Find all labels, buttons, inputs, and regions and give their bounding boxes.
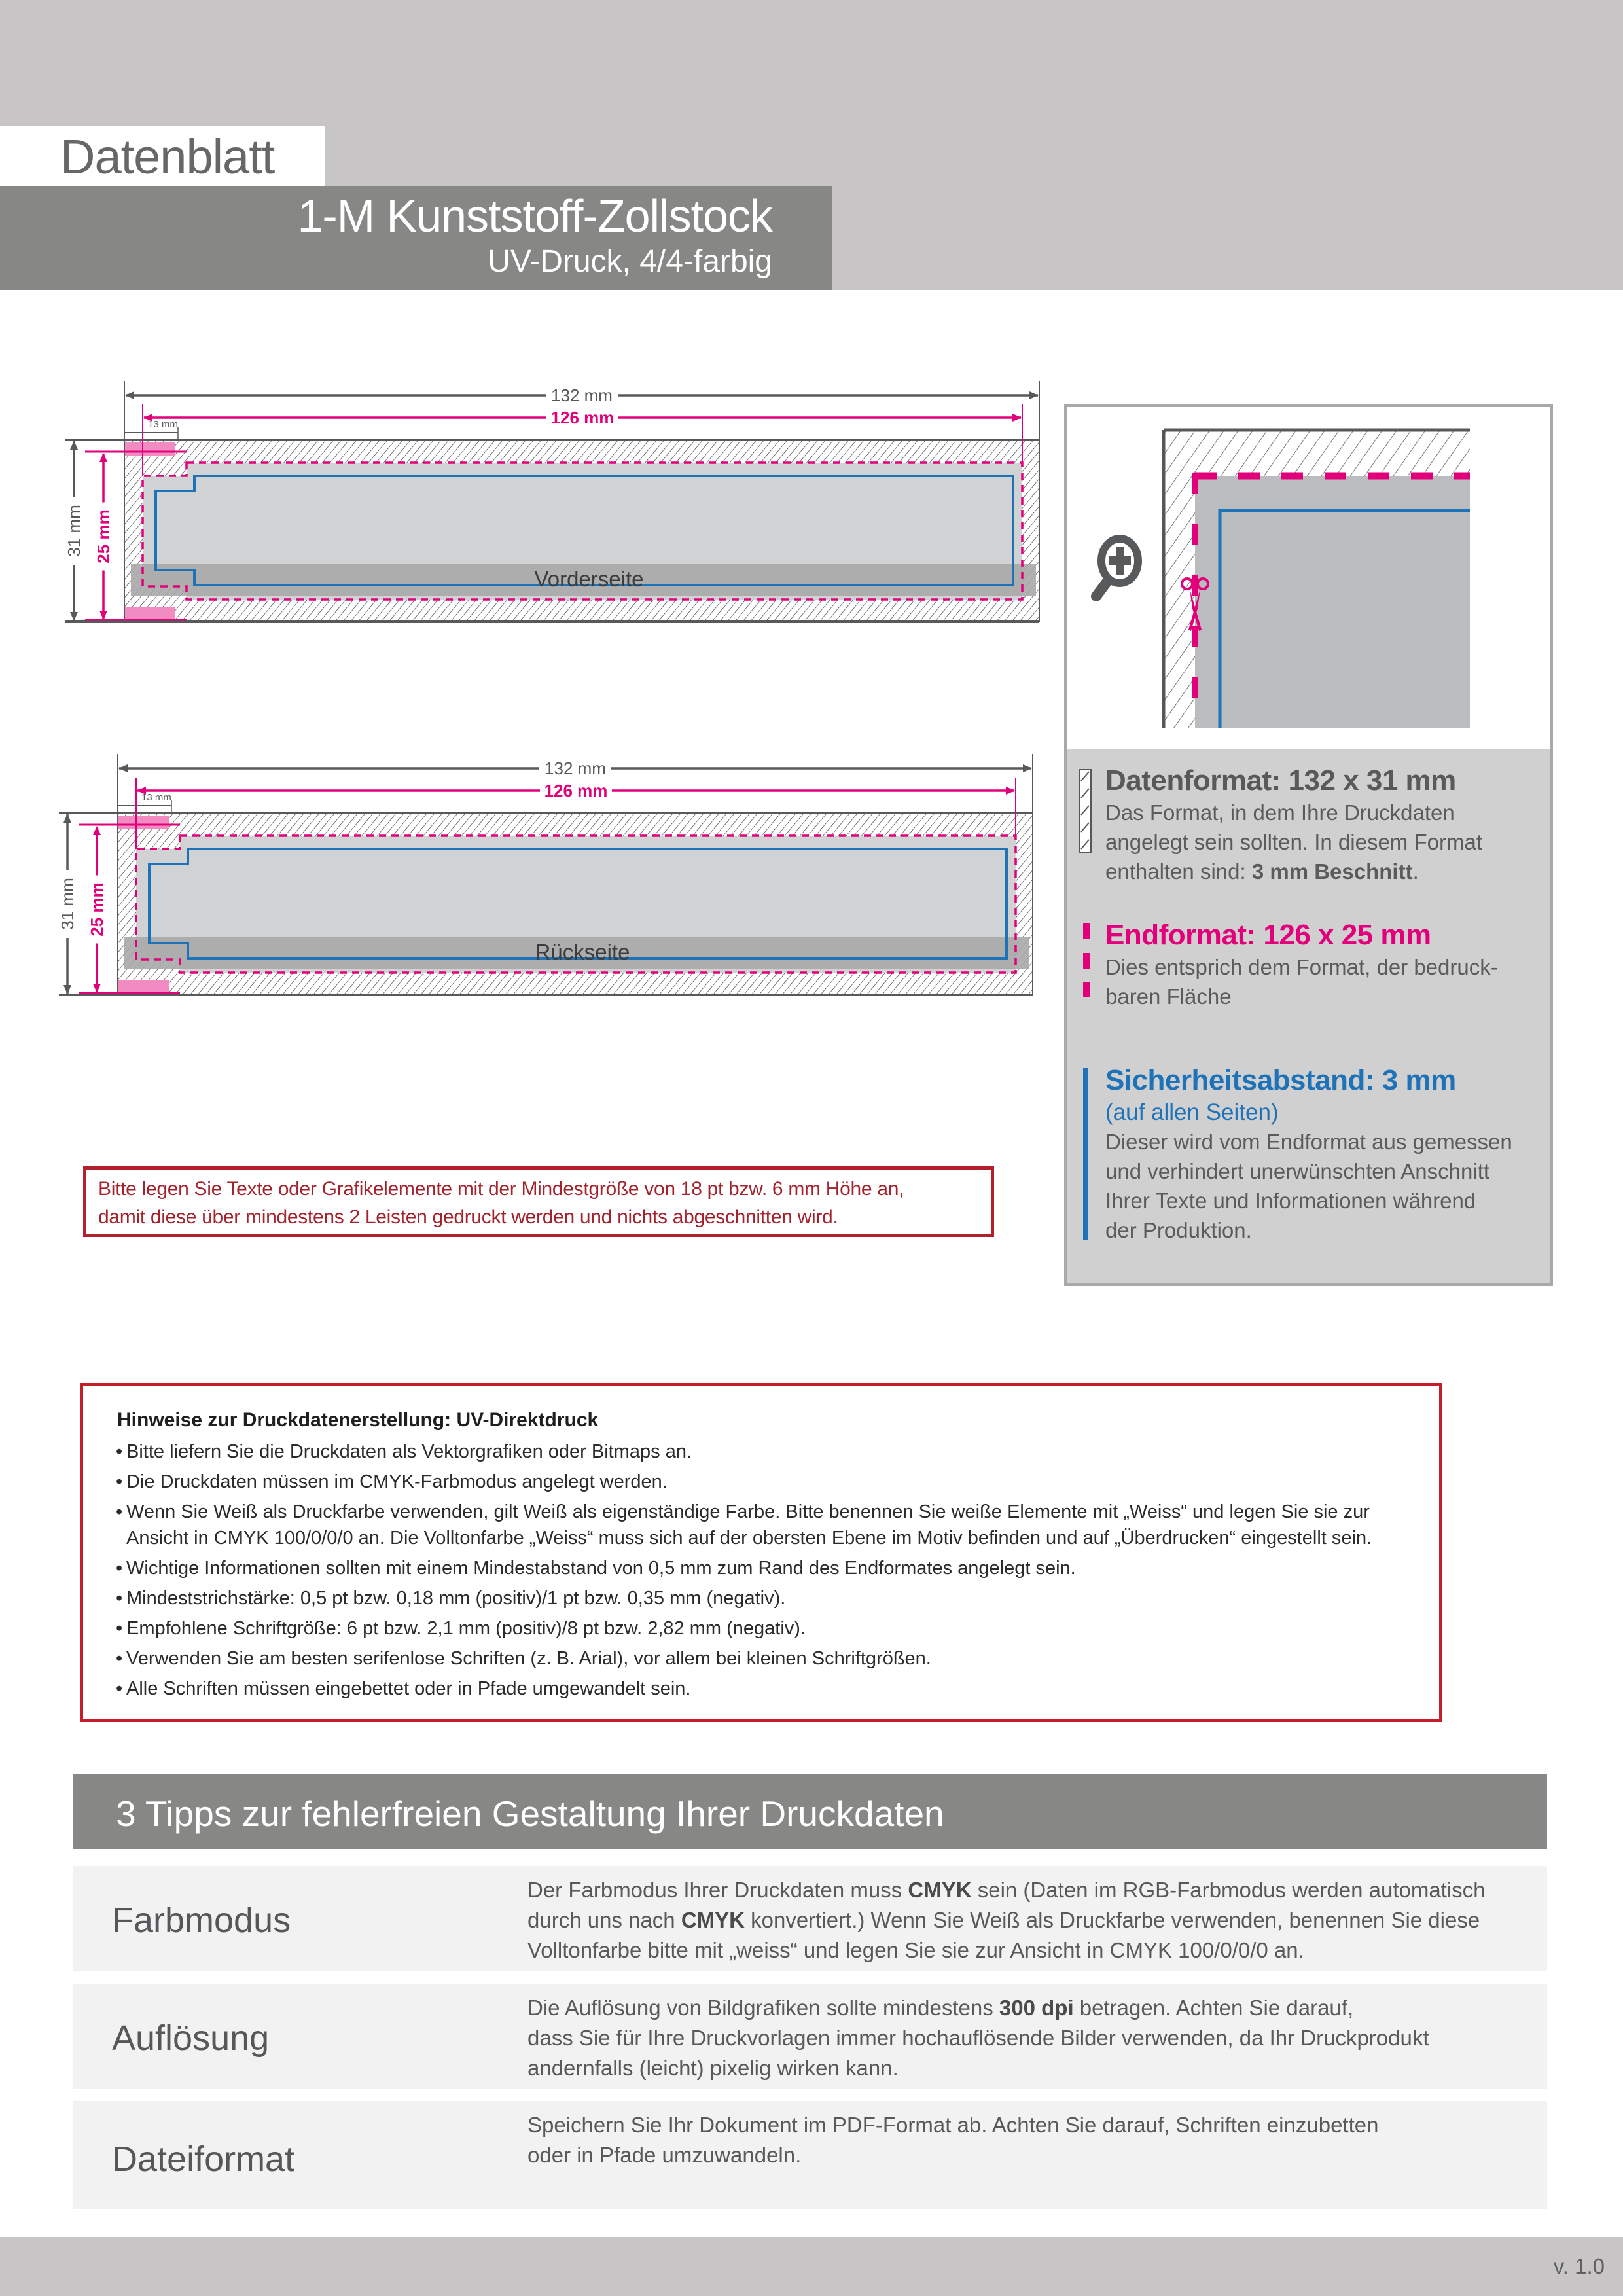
hint-line: • Alle Schriften müssen eingebettet oder in Pfade umgewandelt sein. [126, 1678, 691, 1699]
tip-text [527, 2110, 1548, 2170]
tip-text-segment: durch uns nach [527, 1908, 681, 1932]
legend-sicherheit-subtitle: (auf allen Seiten) [1105, 1100, 1279, 1125]
height-final-dimension-label: 25 mm [94, 509, 113, 564]
tip-text-line [527, 1935, 1548, 1965]
tip-text-segment: andernfalls (leicht) pixelig wirken kann. [527, 2056, 899, 2080]
clamp-area-top [118, 816, 169, 829]
side-label: Vorderseite [534, 567, 644, 591]
print-layout-diagram-back [52, 746, 1047, 1021]
legend-sicherheitsabstand [1105, 1064, 1512, 1245]
tip-text-line [527, 2023, 1548, 2053]
text: . [1412, 859, 1419, 884]
height-final-dimension [87, 827, 107, 992]
hint-line: • Empfohlene Schriftgröße: 6 pt bzw. 2,1 mm (positiv)/8 pt bzw. 2,82 mm (negativ). [126, 1618, 806, 1639]
product-subtitle: UV-Druck, 4/4-farbig [488, 244, 772, 279]
min-size-warning [83, 1166, 994, 1237]
tip-emphasis: 300 dpi [999, 1996, 1074, 2020]
hint-item [116, 1645, 1413, 1672]
hint-line: • Die Druckdaten müssen im CMYK-Farbmodus angelegt werden. [126, 1471, 668, 1492]
tip-text-segment: Die Auflösung von Bildgrafiken sollte mindestens [527, 1996, 999, 2020]
hint-line: • Verwenden Sie am besten serifenlose Schriften (z. B. Arial), vor allem bei kleinen Schriftgrößen. [126, 1648, 931, 1669]
tips-header-title: 3 Tipps zur fehlerfreien Gestaltung Ihrer Druckdaten [116, 1793, 944, 1834]
clamp-area-bottom [118, 980, 169, 994]
legend-datenformat-line: Das Format, in dem Ihre Druckdaten [1105, 800, 1455, 825]
legend-datenformat-line [1105, 857, 1482, 886]
tip-text-line [527, 1875, 1548, 1905]
legend-sicherheit-line: und verhindert unerwünschten Anschnitt [1105, 1159, 1490, 1183]
tip-text-line [527, 2053, 1548, 2083]
zoom-in-icon [1096, 539, 1138, 596]
tip-text [527, 1875, 1548, 1965]
height-final-dimension-label: 25 mm [87, 882, 107, 937]
hint-item [116, 1676, 1413, 1702]
tip-text-segment: dass Sie für Ihre Druckvorlagen immer hochauflösende Bilder verwenden, da Ihr Druckprodukt [527, 2026, 1429, 2050]
height-final-dimension [94, 454, 113, 619]
legend-endformat-line: baren Fläche [1105, 984, 1232, 1009]
height-total-dimension-label: 31 mm [64, 505, 84, 557]
version-label: v. 1.0 [1553, 2254, 1605, 2278]
doc-type-label-box [0, 126, 325, 187]
doc-type-label: Datenblatt [60, 130, 275, 184]
hint-item [116, 1499, 1413, 1551]
tip-row [73, 1866, 1547, 1971]
width-final-dimension [144, 408, 1021, 427]
clamp-area-bottom [124, 607, 175, 620]
hint-line: Ansicht in CMYK 100/0/0/0 an. Die Volltonfarbe „Weiss“ muss sich auf der obersten Ebene im Motiv befinden und auf „Überdrucken“ eingestellt sein. [126, 1528, 1372, 1549]
final-format-area [1195, 476, 1470, 728]
warning-line: Bitte legen Sie Texte oder Grafikelemente mit der Mindestgröße von 18 pt bzw. 6 mm Höhe an, [98, 1178, 904, 1200]
product-title: 1-M Kunststoff-Zollstock [297, 190, 772, 242]
offset-dimension [118, 792, 171, 812]
product-title-box [0, 186, 832, 290]
tip-label: Dateiformat [112, 2140, 295, 2179]
tip-text-segment: konvertiert.) Wenn Sie Weiß als Druckfarbe verwenden, benennen Sie diese [745, 1908, 1480, 1932]
width-final-dimension-label: 126 mm [550, 408, 615, 427]
height-total-dimension-label: 31 mm [58, 878, 77, 930]
legend-endformat-line: Dies entsprich dem Format, der bedruck- [1105, 955, 1498, 979]
tip-label: Auflösung [112, 2018, 270, 2058]
tip-emphasis: CMYK [681, 1908, 745, 1932]
print-data-hints [80, 1383, 1442, 1722]
hint-item [116, 1469, 1413, 1495]
hints-list [116, 1439, 1413, 1702]
legend-datenformat-line: angelegt sein sollten. In diesem Format [1105, 830, 1482, 854]
legend-endformat-title: Endformat: 126 x 25 mm [1105, 919, 1431, 951]
hint-line: • Mindeststrichstärke: 0,5 pt bzw. 0,18 mm (positiv)/1 pt bzw. 0,35 mm (negativ). [126, 1588, 786, 1609]
warning-line: damit diese über mindestens 2 Leisten gedruckt werden und nichts abgeschnitten wird. [98, 1206, 838, 1228]
width-total-dimension-label: 132 mm [544, 759, 606, 778]
hint-item [116, 1585, 1413, 1611]
hints-title: Hinweise zur Druckdatenerstellung: UV-Direktdruck [117, 1409, 599, 1431]
side-label: Rückseite [535, 940, 630, 964]
safety-marker-icon [1083, 1068, 1088, 1240]
bleed-emphasis: 3 mm Beschnitt [1251, 859, 1413, 884]
tip-row [73, 1984, 1547, 2089]
width-total-dimension [126, 386, 1038, 405]
tip-row [73, 2101, 1547, 2209]
format-legend-panel [1064, 749, 1553, 1286]
text: enthalten sind: [1105, 859, 1252, 884]
trim-marker-icon [1083, 953, 1090, 969]
tip-text-segment: Speichern Sie Ihr Dokument im PDF-Format ab. Achten Sie darauf, Schriften einzubetten [527, 2113, 1379, 2137]
legend-endformat [1105, 918, 1498, 1011]
legend-sicherheit-line: der Produktion. [1105, 1218, 1252, 1242]
tip-text-segment: Der Farbmodus Ihrer Druckdaten muss [527, 1878, 908, 1902]
offset-dimension [124, 419, 178, 439]
offset-dimension-label: 13 mm [148, 419, 178, 430]
footer-band [0, 2237, 1623, 2296]
legend-sicherheit-line: Ihrer Texte und Informationen während [1105, 1189, 1476, 1213]
hint-item [116, 1555, 1413, 1581]
hint-line: • Wenn Sie Weiß als Druckfarbe verwenden, gilt Weiß als eigenständige Farbe. Bitte benennen Sie weiße Elemente mit „Weiss“ und legen Sie sie zur [126, 1501, 1370, 1522]
tip-label: Farbmodus [112, 1901, 291, 1940]
offset-dimension-label: 13 mm [141, 792, 171, 803]
height-total-dimension [58, 814, 77, 994]
tip-text-segment: Volltonfarbe bitte mit „weiss“ und legen Sie sie zur Ansicht in CMYK 100/0/0/0 an. [527, 1938, 1304, 1962]
print-layout-diagram-front [59, 373, 1054, 648]
legend-datenformat [1105, 764, 1482, 886]
width-final-dimension-label: 126 mm [544, 781, 608, 800]
hint-line: • Bitte liefern Sie die Druckdaten als Vektorgrafiken oder Bitmaps an. [126, 1441, 692, 1462]
trim-marker-icon [1083, 982, 1090, 997]
zoom-detail-panel [1064, 404, 1553, 751]
legend-sicherheit-title: Sicherheitsabstand: 3 mm [1105, 1064, 1456, 1096]
tip-text-line [527, 2110, 1548, 2140]
tip-emphasis: CMYK [908, 1878, 972, 1902]
height-total-dimension [64, 441, 84, 620]
hint-line: • Wichtige Informationen sollten mit einem Mindestabstand von 0,5 mm zum Rand des Endformates angelegt sein. [126, 1558, 1076, 1579]
hint-item [116, 1615, 1413, 1641]
tip-text-segment: sein (Daten im RGB-Farbmodus werden automatisch [971, 1878, 1486, 1902]
tip-text-line [527, 1905, 1548, 1935]
width-final-dimension [137, 781, 1014, 800]
hatch-marker-icon [1079, 769, 1092, 853]
tips-header [73, 1774, 1547, 1849]
clamp-area-top [124, 442, 175, 456]
width-total-dimension-label: 132 mm [551, 386, 613, 405]
tip-text-line [527, 2140, 1548, 2170]
legend-sicherheit-line: Dieser wird vom Endformat aus gemessen [1105, 1130, 1512, 1154]
hint-item [116, 1439, 1413, 1465]
tip-text-line [527, 1993, 1548, 2023]
legend-datenformat-title: Datenformat: 132 x 31 mm [1105, 764, 1456, 797]
tip-text-segment: oder in Pfade umzuwandeln. [527, 2143, 802, 2167]
trim-marker-icon [1083, 923, 1090, 939]
tip-text-segment: betragen. Achten Sie darauf, [1073, 1996, 1354, 2020]
width-total-dimension [119, 759, 1031, 778]
tip-text [527, 1993, 1548, 2083]
